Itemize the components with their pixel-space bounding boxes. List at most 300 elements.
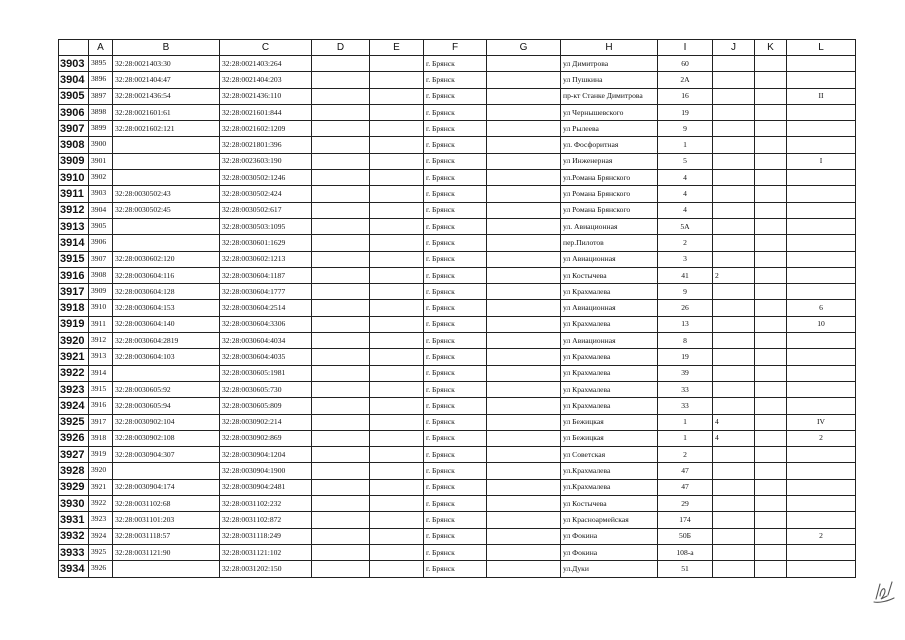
cell-k bbox=[755, 267, 787, 283]
cell-l: 6 bbox=[787, 300, 856, 316]
cell-h: ул Рылеева bbox=[561, 121, 658, 137]
cell-i: 50Б bbox=[658, 528, 713, 544]
cell-d bbox=[312, 137, 370, 153]
cell-l bbox=[787, 365, 856, 381]
cell-k bbox=[755, 235, 787, 251]
row-number: 3905 bbox=[59, 88, 89, 104]
table-row bbox=[59, 153, 856, 169]
cell-j bbox=[713, 512, 755, 528]
table-row bbox=[59, 544, 856, 560]
row-number: 3917 bbox=[59, 284, 89, 300]
cell-j bbox=[713, 88, 755, 104]
cell-a: 3906 bbox=[89, 235, 113, 251]
cell-d bbox=[312, 300, 370, 316]
cell-g bbox=[487, 512, 561, 528]
row-number: 3914 bbox=[59, 235, 89, 251]
cell-k bbox=[755, 202, 787, 218]
cell-a: 3915 bbox=[89, 381, 113, 397]
cell-e bbox=[370, 267, 424, 283]
cell-k bbox=[755, 251, 787, 267]
row-number: 3919 bbox=[59, 316, 89, 332]
cell-a: 3909 bbox=[89, 284, 113, 300]
cell-l bbox=[787, 544, 856, 560]
cell-k bbox=[755, 365, 787, 381]
cell-f: г. Брянск bbox=[424, 202, 487, 218]
cell-a: 3900 bbox=[89, 137, 113, 153]
cell-b: 32:28:0030904:307 bbox=[113, 447, 220, 463]
row-number: 3907 bbox=[59, 121, 89, 137]
cell-a: 3919 bbox=[89, 447, 113, 463]
cell-i: 4 bbox=[658, 170, 713, 186]
table-row bbox=[59, 512, 856, 528]
cell-d bbox=[312, 512, 370, 528]
cell-l bbox=[787, 561, 856, 577]
cell-c: 32:28:0030604:1187 bbox=[220, 267, 312, 283]
cell-l: 10 bbox=[787, 316, 856, 332]
cell-f: г. Брянск bbox=[424, 381, 487, 397]
row-number: 3911 bbox=[59, 186, 89, 202]
cell-b: 32:28:0030902:108 bbox=[113, 430, 220, 446]
table-row bbox=[59, 528, 856, 544]
cell-i: 1 bbox=[658, 137, 713, 153]
cell-l bbox=[787, 202, 856, 218]
table-row bbox=[59, 496, 856, 512]
cell-c: 32:28:0030605:1981 bbox=[220, 365, 312, 381]
cell-b: 32:28:0030902:104 bbox=[113, 414, 220, 430]
cell-a: 3918 bbox=[89, 430, 113, 446]
cell-k bbox=[755, 56, 787, 72]
cell-l bbox=[787, 72, 856, 88]
column-header-j: J bbox=[713, 40, 755, 56]
cell-k bbox=[755, 104, 787, 120]
cell-a: 3908 bbox=[89, 267, 113, 283]
cell-b: 32:28:0021403:30 bbox=[113, 56, 220, 72]
cell-d bbox=[312, 496, 370, 512]
cell-c: 32:28:0031202:150 bbox=[220, 561, 312, 577]
cell-f: г. Брянск bbox=[424, 544, 487, 560]
cell-l bbox=[787, 104, 856, 120]
cell-e bbox=[370, 121, 424, 137]
cell-f: г. Брянск bbox=[424, 56, 487, 72]
cell-l bbox=[787, 170, 856, 186]
row-number: 3909 bbox=[59, 153, 89, 169]
cell-h: ул Романа Брянского bbox=[561, 186, 658, 202]
row-number: 3904 bbox=[59, 72, 89, 88]
cell-l bbox=[787, 349, 856, 365]
cell-l: II bbox=[787, 88, 856, 104]
cell-h: пер.Пилотов bbox=[561, 235, 658, 251]
cell-j: 4 bbox=[713, 430, 755, 446]
cell-h: ул.Крахмалева bbox=[561, 463, 658, 479]
cell-a: 3923 bbox=[89, 512, 113, 528]
cell-l bbox=[787, 512, 856, 528]
cell-i: 60 bbox=[658, 56, 713, 72]
cell-c: 32:28:0030602:1213 bbox=[220, 251, 312, 267]
cell-l bbox=[787, 56, 856, 72]
cell-b: 32:28:0030604:2819 bbox=[113, 333, 220, 349]
cell-i: 2 bbox=[658, 447, 713, 463]
cell-d bbox=[312, 349, 370, 365]
cell-i: 19 bbox=[658, 349, 713, 365]
cell-j bbox=[713, 333, 755, 349]
cell-c: 32:28:0021404:203 bbox=[220, 72, 312, 88]
cell-j: 2 bbox=[713, 267, 755, 283]
cell-j bbox=[713, 398, 755, 414]
cell-a: 3924 bbox=[89, 528, 113, 544]
row-number: 3908 bbox=[59, 137, 89, 153]
cell-i: 29 bbox=[658, 496, 713, 512]
cell-e bbox=[370, 381, 424, 397]
cell-g bbox=[487, 104, 561, 120]
table-row bbox=[59, 121, 856, 137]
cell-e bbox=[370, 72, 424, 88]
cell-j bbox=[713, 153, 755, 169]
table-row bbox=[59, 72, 856, 88]
cell-e bbox=[370, 284, 424, 300]
cell-f: г. Брянск bbox=[424, 333, 487, 349]
cell-i: 1 bbox=[658, 414, 713, 430]
table-row bbox=[59, 463, 856, 479]
table-row bbox=[59, 381, 856, 397]
cell-h: ул Крахмалева bbox=[561, 381, 658, 397]
cell-e bbox=[370, 88, 424, 104]
cell-j bbox=[713, 496, 755, 512]
cell-i: 108-а bbox=[658, 544, 713, 560]
cell-b: 32:28:0030604:140 bbox=[113, 316, 220, 332]
column-header-h: H bbox=[561, 40, 658, 56]
row-number: 3929 bbox=[59, 479, 89, 495]
cell-l bbox=[787, 218, 856, 234]
cell-j bbox=[713, 121, 755, 137]
column-header-b: B bbox=[113, 40, 220, 56]
cell-d bbox=[312, 88, 370, 104]
cell-l bbox=[787, 186, 856, 202]
cell-g bbox=[487, 202, 561, 218]
cell-a: 3899 bbox=[89, 121, 113, 137]
cell-d bbox=[312, 381, 370, 397]
cell-h: ул Костычева bbox=[561, 267, 658, 283]
cell-f: г. Брянск bbox=[424, 88, 487, 104]
cell-e bbox=[370, 544, 424, 560]
cell-a: 3901 bbox=[89, 153, 113, 169]
cell-e bbox=[370, 153, 424, 169]
cell-g bbox=[487, 251, 561, 267]
cell-l: I bbox=[787, 153, 856, 169]
cell-f: г. Брянск bbox=[424, 186, 487, 202]
cell-b bbox=[113, 365, 220, 381]
cell-e bbox=[370, 170, 424, 186]
cell-k bbox=[755, 316, 787, 332]
cell-j bbox=[713, 104, 755, 120]
table-row bbox=[59, 284, 856, 300]
table-row bbox=[59, 56, 856, 72]
table-row bbox=[59, 316, 856, 332]
cell-l bbox=[787, 463, 856, 479]
cell-f: г. Брянск bbox=[424, 170, 487, 186]
cell-k bbox=[755, 218, 787, 234]
cell-c: 32:28:0031121:102 bbox=[220, 544, 312, 560]
cell-k bbox=[755, 398, 787, 414]
row-number: 3910 bbox=[59, 170, 89, 186]
cell-e bbox=[370, 463, 424, 479]
row-number: 3930 bbox=[59, 496, 89, 512]
cell-g bbox=[487, 267, 561, 283]
cell-d bbox=[312, 316, 370, 332]
cell-h: ул Советская bbox=[561, 447, 658, 463]
cell-i: 174 bbox=[658, 512, 713, 528]
cell-a: 3921 bbox=[89, 479, 113, 495]
cell-c: 32:28:0021403:264 bbox=[220, 56, 312, 72]
cell-f: г. Брянск bbox=[424, 496, 487, 512]
cell-b: 32:28:0030604:153 bbox=[113, 300, 220, 316]
table-row bbox=[59, 137, 856, 153]
cell-b bbox=[113, 137, 220, 153]
row-number: 3933 bbox=[59, 544, 89, 560]
cell-d bbox=[312, 447, 370, 463]
table-body bbox=[59, 56, 856, 578]
cell-g bbox=[487, 218, 561, 234]
cell-e bbox=[370, 561, 424, 577]
cell-d bbox=[312, 104, 370, 120]
cell-k bbox=[755, 300, 787, 316]
cell-c: 32:28:0031118:249 bbox=[220, 528, 312, 544]
table-row bbox=[59, 300, 856, 316]
corner-cell bbox=[59, 40, 89, 56]
cell-i: 19 bbox=[658, 104, 713, 120]
cell-i: 5 bbox=[658, 153, 713, 169]
cell-i: 33 bbox=[658, 381, 713, 397]
row-number: 3925 bbox=[59, 414, 89, 430]
cell-e bbox=[370, 137, 424, 153]
cell-e bbox=[370, 414, 424, 430]
cell-a: 3895 bbox=[89, 56, 113, 72]
cell-j bbox=[713, 56, 755, 72]
cell-d bbox=[312, 267, 370, 283]
cell-k bbox=[755, 170, 787, 186]
cell-f: г. Брянск bbox=[424, 218, 487, 234]
row-number: 3923 bbox=[59, 381, 89, 397]
cell-e bbox=[370, 430, 424, 446]
cell-a: 3911 bbox=[89, 316, 113, 332]
cell-d bbox=[312, 251, 370, 267]
cell-k bbox=[755, 463, 787, 479]
table-row bbox=[59, 479, 856, 495]
cell-i: 16 bbox=[658, 88, 713, 104]
cell-k bbox=[755, 186, 787, 202]
cell-l bbox=[787, 284, 856, 300]
table-row bbox=[59, 349, 856, 365]
column-header-i: I bbox=[658, 40, 713, 56]
table-row bbox=[59, 170, 856, 186]
cell-c: 32:28:0021602:1209 bbox=[220, 121, 312, 137]
cell-c: 32:28:0030502:424 bbox=[220, 186, 312, 202]
cell-h: ул Крахмалева bbox=[561, 398, 658, 414]
row-number: 3927 bbox=[59, 447, 89, 463]
cell-b: 32:28:0030904:174 bbox=[113, 479, 220, 495]
cell-d bbox=[312, 414, 370, 430]
row-number: 3924 bbox=[59, 398, 89, 414]
cell-j bbox=[713, 170, 755, 186]
cell-c: 32:28:0031102:232 bbox=[220, 496, 312, 512]
cell-b: 32:28:0030605:94 bbox=[113, 398, 220, 414]
cell-g bbox=[487, 414, 561, 430]
cell-d bbox=[312, 430, 370, 446]
cell-i: 4 bbox=[658, 202, 713, 218]
cell-l bbox=[787, 235, 856, 251]
cell-g bbox=[487, 544, 561, 560]
cell-a: 3910 bbox=[89, 300, 113, 316]
cell-f: г. Брянск bbox=[424, 365, 487, 381]
cell-c: 32:28:0030605:730 bbox=[220, 381, 312, 397]
cell-d bbox=[312, 463, 370, 479]
cell-a: 3925 bbox=[89, 544, 113, 560]
cell-k bbox=[755, 284, 787, 300]
table-row bbox=[59, 202, 856, 218]
cell-a: 3917 bbox=[89, 414, 113, 430]
cell-e bbox=[370, 251, 424, 267]
cell-c: 32:28:0021601:844 bbox=[220, 104, 312, 120]
cell-c: 32:28:0030604:1777 bbox=[220, 284, 312, 300]
cell-d bbox=[312, 186, 370, 202]
cell-c: 32:28:0030503:1095 bbox=[220, 218, 312, 234]
cell-k bbox=[755, 561, 787, 577]
cell-c: 32:28:0030904:2481 bbox=[220, 479, 312, 495]
cell-c: 32:28:0030604:2514 bbox=[220, 300, 312, 316]
cell-c: 32:28:0030604:4034 bbox=[220, 333, 312, 349]
cell-i: 4 bbox=[658, 186, 713, 202]
column-header-e: E bbox=[370, 40, 424, 56]
cell-h: пр-кт Станке Димитрова bbox=[561, 88, 658, 104]
cell-a: 3913 bbox=[89, 349, 113, 365]
cell-c: 32:28:0030502:1246 bbox=[220, 170, 312, 186]
cell-k bbox=[755, 528, 787, 544]
cell-a: 3920 bbox=[89, 463, 113, 479]
cell-l: 2 bbox=[787, 430, 856, 446]
cell-k bbox=[755, 512, 787, 528]
cell-d bbox=[312, 170, 370, 186]
cell-a: 3907 bbox=[89, 251, 113, 267]
cell-f: г. Брянск bbox=[424, 463, 487, 479]
cell-h: ул Авиационная bbox=[561, 333, 658, 349]
table-row bbox=[59, 251, 856, 267]
cell-b: 32:28:0030502:43 bbox=[113, 186, 220, 202]
cell-h: ул Красноармейская bbox=[561, 512, 658, 528]
cell-k bbox=[755, 153, 787, 169]
handwritten-page-mark bbox=[872, 578, 896, 604]
cell-b: 32:28:0031121:90 bbox=[113, 544, 220, 560]
cell-d bbox=[312, 121, 370, 137]
cell-d bbox=[312, 56, 370, 72]
cell-g bbox=[487, 365, 561, 381]
cell-d bbox=[312, 72, 370, 88]
cell-h: ул Инженерная bbox=[561, 153, 658, 169]
row-number: 3920 bbox=[59, 333, 89, 349]
cell-g bbox=[487, 170, 561, 186]
cell-i: 9 bbox=[658, 284, 713, 300]
cell-f: г. Брянск bbox=[424, 121, 487, 137]
cell-k bbox=[755, 349, 787, 365]
table-row bbox=[59, 414, 856, 430]
cell-l bbox=[787, 333, 856, 349]
cell-f: г. Брянск bbox=[424, 430, 487, 446]
cell-i: 51 bbox=[658, 561, 713, 577]
row-number: 3931 bbox=[59, 512, 89, 528]
cell-i: 1 bbox=[658, 430, 713, 446]
cell-f: г. Брянск bbox=[424, 235, 487, 251]
cell-i: 9 bbox=[658, 121, 713, 137]
cell-d bbox=[312, 365, 370, 381]
cell-j bbox=[713, 137, 755, 153]
cell-e bbox=[370, 316, 424, 332]
cell-e bbox=[370, 186, 424, 202]
cell-k bbox=[755, 479, 787, 495]
table-row bbox=[59, 447, 856, 463]
cell-j bbox=[713, 447, 755, 463]
cell-b bbox=[113, 463, 220, 479]
cell-j bbox=[713, 349, 755, 365]
cell-l bbox=[787, 447, 856, 463]
cell-c: 32:28:0030601:1629 bbox=[220, 235, 312, 251]
cell-h: ул Романа Брянского bbox=[561, 202, 658, 218]
cell-d bbox=[312, 544, 370, 560]
cell-h: ул. Фосфоритная bbox=[561, 137, 658, 153]
column-header-row bbox=[59, 40, 856, 56]
cell-j bbox=[713, 218, 755, 234]
cell-f: г. Брянск bbox=[424, 300, 487, 316]
cell-g bbox=[487, 430, 561, 446]
cell-f: г. Брянск bbox=[424, 398, 487, 414]
cell-h: ул Крахмалева bbox=[561, 316, 658, 332]
cell-l bbox=[787, 137, 856, 153]
cell-j bbox=[713, 251, 755, 267]
cell-j bbox=[713, 365, 755, 381]
cell-h: ул Костычева bbox=[561, 496, 658, 512]
column-header-c: C bbox=[220, 40, 312, 56]
cell-k bbox=[755, 137, 787, 153]
cell-g bbox=[487, 137, 561, 153]
cell-c: 32:28:0021801:396 bbox=[220, 137, 312, 153]
cell-k bbox=[755, 333, 787, 349]
cell-i: 33 bbox=[658, 398, 713, 414]
cell-h: ул. Авиационная bbox=[561, 218, 658, 234]
cell-e bbox=[370, 104, 424, 120]
cell-d bbox=[312, 333, 370, 349]
table-row bbox=[59, 333, 856, 349]
row-number: 3913 bbox=[59, 218, 89, 234]
column-header-f: F bbox=[424, 40, 487, 56]
cell-i: 26 bbox=[658, 300, 713, 316]
cell-g bbox=[487, 88, 561, 104]
cell-g bbox=[487, 528, 561, 544]
cell-l bbox=[787, 496, 856, 512]
row-number: 3928 bbox=[59, 463, 89, 479]
cell-k bbox=[755, 447, 787, 463]
cell-d bbox=[312, 153, 370, 169]
cell-g bbox=[487, 56, 561, 72]
cell-g bbox=[487, 349, 561, 365]
cell-b bbox=[113, 153, 220, 169]
cell-f: г. Брянск bbox=[424, 284, 487, 300]
row-number: 3916 bbox=[59, 267, 89, 283]
row-number: 3932 bbox=[59, 528, 89, 544]
cell-f: г. Брянск bbox=[424, 349, 487, 365]
cell-f: г. Брянск bbox=[424, 267, 487, 283]
cell-f: г. Брянск bbox=[424, 512, 487, 528]
cell-c: 32:28:0030904:1900 bbox=[220, 463, 312, 479]
cell-f: г. Брянск bbox=[424, 153, 487, 169]
cell-g bbox=[487, 479, 561, 495]
cell-b: 32:28:0031118:57 bbox=[113, 528, 220, 544]
